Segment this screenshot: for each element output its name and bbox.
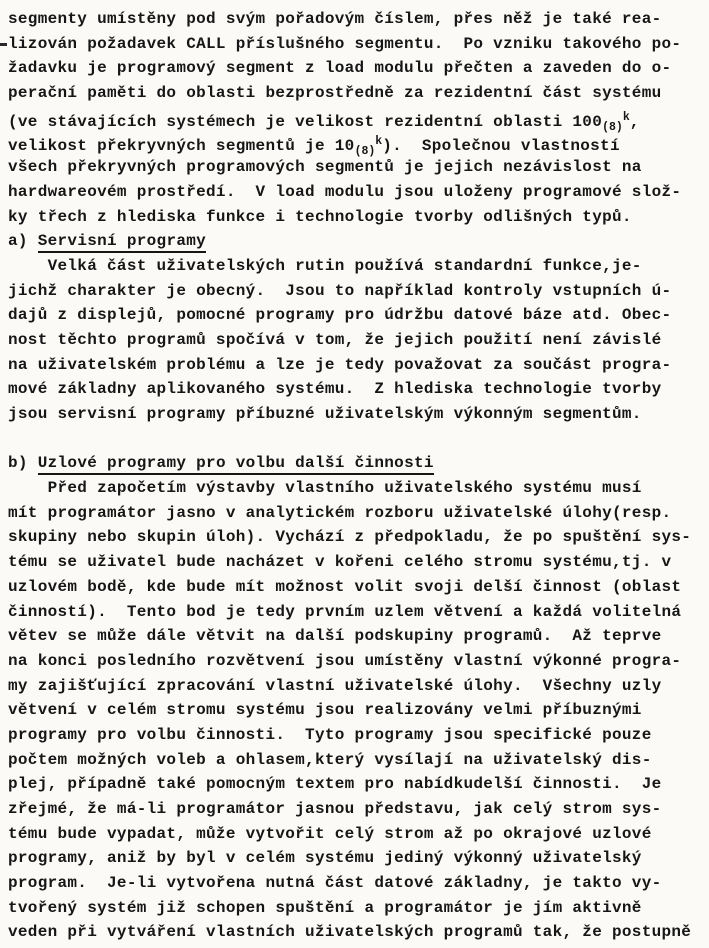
superscript-text: k: [375, 135, 383, 149]
text-segment: skupiny nebo skupin úloh). Vychází z předpokladu, že po spuštění sys-: [8, 528, 692, 547]
text-segment: větvení v celém stromu systému jsou realizovány velmi příbuznými: [8, 701, 642, 720]
subscript-text: (8): [354, 145, 376, 159]
text-segment: lizován požadavek CALL příslušného segmentu. Po vzniku takového po-: [8, 34, 682, 53]
text-line: [8, 81, 709, 106]
text-segment: žadavku je programový segment z load modulu přečten a zaveden do o-: [8, 59, 672, 78]
text-line: [8, 279, 709, 304]
text-segment: na konci posledního rozvětvení jsou umístěny vlastní výkonné progra-: [8, 651, 682, 670]
text-line: [8, 550, 709, 575]
text-segment: segmenty umístěny pod svým pořadovým číslem, přes něž je také rea-: [8, 10, 662, 28]
text-segment: všech překryvných programových segmentů je jejich nezávislost na: [8, 158, 642, 177]
text-line: [8, 402, 709, 427]
text-segment: jichž charakter je obecný. Jsou to například kontroly vstupních ú-: [8, 281, 672, 300]
text-segment: tému bude vypadat, může vytvořit celý strom až po okrajové uzlové: [8, 824, 652, 843]
text-line: [8, 600, 709, 625]
text-segment: dajů z displejů, pomocné programy pro údržbu datové báze atd. Obec-: [8, 306, 672, 325]
text-line: [8, 377, 709, 402]
text-segment: nost těchto programů spočívá v tom, že jejich použití není závislé: [8, 330, 662, 349]
text-line: [8, 476, 709, 501]
text-segment: ,: [629, 112, 640, 131]
text-segment: ). Společnou vlastností: [382, 137, 620, 156]
text-line: [8, 7, 709, 32]
text-segment: my zajišťující zpracování vlastní uživatelské úlohy. Všechny uzly: [8, 676, 662, 695]
text-line: [8, 229, 709, 254]
text-segment: tému se uživatel bude nacházet v kořeni celého stromu systému,tj. v: [8, 553, 672, 572]
subscript-text: (8): [602, 120, 623, 134]
text-line: [8, 501, 709, 526]
text-segment: Velká část uživatelských rutin používá standardní funkce,je-: [8, 256, 642, 275]
text-segment: činností). Tento bod je tedy prvním uzlem větvení a každá volitelná: [8, 602, 682, 621]
text-segment: ky třech z hlediska funkce i technologie tvorby odlišných typů.: [8, 207, 632, 226]
text-segment: hardwareovém prostředí. V load modulu jsou uloženy programové slož-: [8, 182, 682, 201]
scan-artifact-dash: [0, 43, 7, 46]
text-segment: plej, případně také pomocným textem pro nabídkudelší činnosti. Je: [8, 775, 662, 794]
text-line: [8, 822, 709, 847]
text-line: [8, 155, 709, 180]
text-line: [8, 748, 709, 773]
text-line: [8, 723, 709, 748]
blank-line: [8, 427, 709, 452]
underlined-heading-text: Uzlové programy pro volbu další činnosti: [38, 454, 434, 475]
text-line: [8, 303, 709, 328]
superscript-text: k: [622, 110, 630, 124]
text-segment: veden při vytváření vlastních uživatelských programů tak, že postupně: [8, 923, 692, 942]
text-segment: větev se může dále větvit na další podskupiny programů. Až teprve: [8, 627, 662, 646]
text-line: [8, 772, 709, 797]
text-line: [8, 130, 709, 159]
document-body: [8, 7, 709, 945]
text-line: [8, 525, 709, 550]
text-line: [8, 698, 709, 723]
text-line: [8, 920, 709, 945]
text-segment: uzlovém bodě, kde bude mít možnost volit svoji delší činnost (oblast: [8, 577, 682, 596]
text-line: [8, 328, 709, 353]
text-line: [8, 575, 709, 600]
text-segment: zřejmé, že má-li programátor jasnou představu, jak celý strom sys-: [8, 800, 662, 818]
text-segment: program. Je-li vytvořena nutná část datové základny, je takto vy-: [8, 874, 662, 893]
text-segment: programy, aniž by byl v celém systému jediný výkonný uživatelský: [8, 849, 642, 868]
text-line: [8, 846, 709, 871]
text-segment: (ve stávajících systémech je velikost rezidentní oblasti 100: [8, 112, 603, 131]
text-segment: b): [8, 454, 38, 473]
text-line: [8, 32, 709, 57]
underlined-heading-text: Servisní programy: [38, 232, 206, 253]
text-line: [8, 56, 709, 81]
text-segment: jsou servisní programy příbuzné uživatelským výkonným segmentům.: [8, 405, 642, 423]
text-segment: na uživatelském problému a lze je tedy považovat za součást progra-: [8, 355, 672, 374]
text-segment: Před započetím výstavby vlastního uživatelského systému musí: [8, 479, 642, 498]
text-line: [8, 451, 709, 476]
text-line: [8, 871, 709, 896]
text-line: [8, 254, 709, 279]
text-segment: a): [8, 232, 38, 251]
text-line: [8, 649, 709, 674]
text-line: [8, 205, 709, 230]
text-line: [8, 180, 709, 205]
text-line: [8, 896, 709, 921]
text-segment: tvořený systém již schopen spuštění a programátor je jím aktivně: [8, 898, 642, 917]
text-line: [8, 106, 709, 134]
text-line: [8, 624, 709, 649]
text-segment: počtem možných voleb a ohlasem,který vysílají na uživatelský dis-: [8, 750, 652, 769]
text-segment: perační paměti do oblasti bezprostředně za rezidentní část systému: [8, 84, 662, 103]
text-line: [8, 353, 709, 378]
text-segment: programy pro volbu činnosti. Tyto programy jsou specifické pouze: [8, 725, 652, 744]
text-segment: velikost překryvných segmentů je 10: [8, 137, 355, 156]
text-segment: mové základny aplikovaného systému. Z hlediska technologie tvorby: [8, 380, 662, 399]
text-segment: mít programátor jasno v analytickém rozboru uživatelské úlohy(resp.: [8, 503, 672, 522]
text-line: [8, 674, 709, 699]
text-line: [8, 797, 709, 822]
